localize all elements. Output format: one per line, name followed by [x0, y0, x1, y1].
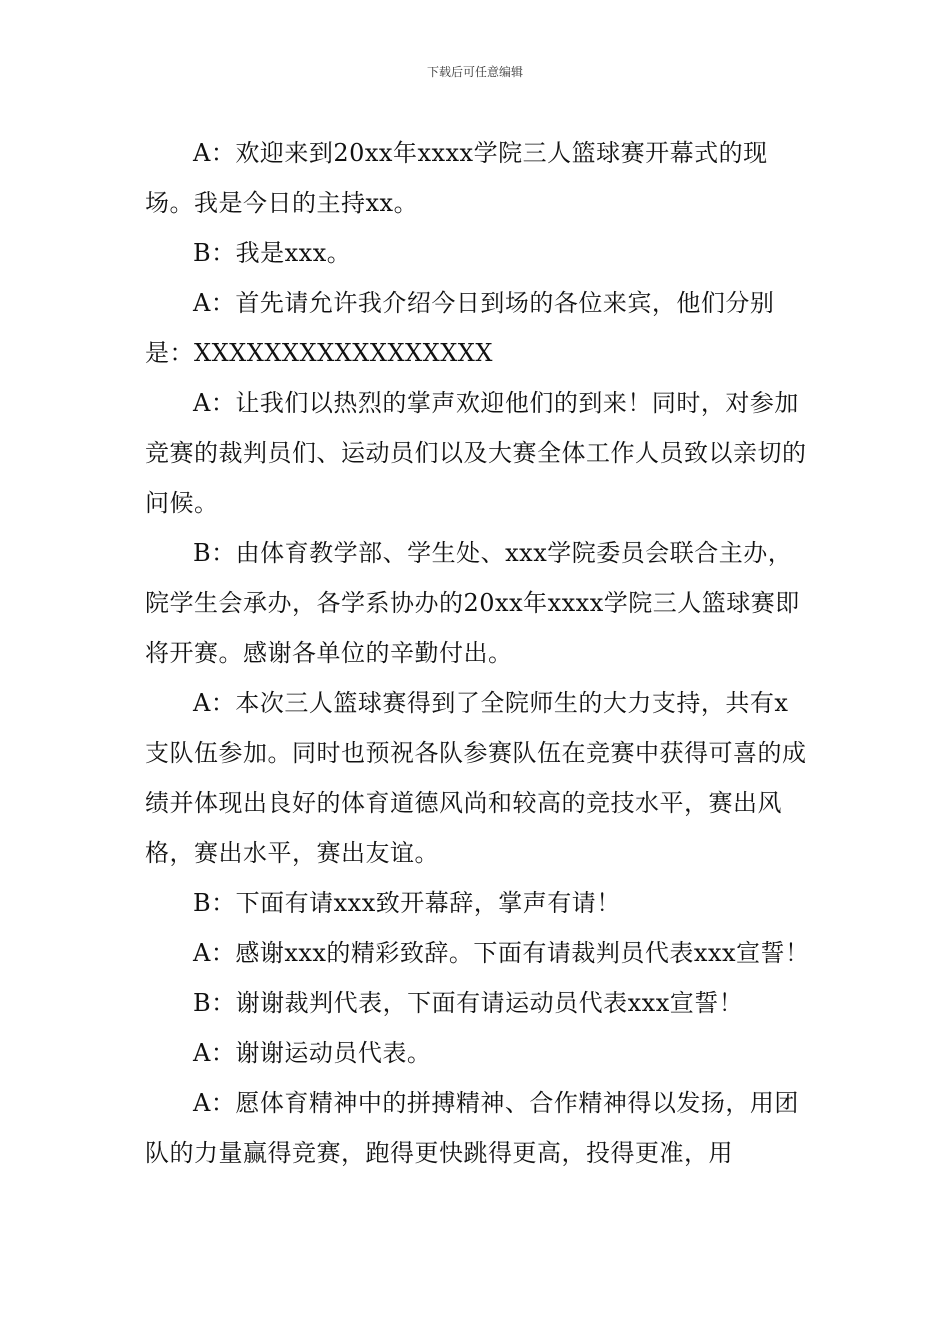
page-header-note: 下载后可任意编辑 — [426, 65, 523, 79]
document-body — [145, 128, 810, 1178]
paragraph-2: B：我是xxx。 — [193, 239, 352, 267]
paragraph-9: B：谢谢裁判代表，下面有请运动员代表xxx宣誓！ — [193, 989, 744, 1017]
paragraph-3: A：首先请允许我介绍今日到场的各位来宾，他们分别是：XXXXXXXXXXXXXXXXX — [145, 289, 775, 367]
paragraph-8: A：感谢xxx的精彩致辞。下面有请裁判员代表xxx宣誓！ — [193, 939, 810, 967]
paragraph-11: A：愿体育精神中的拼搏精神、合作精神得以发扬，用团队的力量赢得竞赛，跑得更快跳得更高，投得更准，用 — [145, 1089, 799, 1167]
paragraph-5: B：由体育教学部、学生处、xxx学院委员会联合主办，院学生会承办，各学系协办的20xx年xxxx学院三人篮球赛即将开赛。感谢各单位的辛勤付出。 — [145, 539, 800, 667]
paragraph-10: A：谢谢运动员代表。 — [193, 1039, 432, 1067]
paragraph-7: B：下面有请xxx致开幕辞，掌声有请！ — [193, 889, 621, 917]
paragraph-1: A：欢迎来到20xx年xxxx学院三人篮球赛开幕式的现场。我是今日的主持xx。 — [145, 139, 768, 217]
paragraph-4: A：让我们以热烈的掌声欢迎他们的到来！同时，对参加竞赛的裁判员们、运动员们以及大赛全体工作人员致以亲切的问候。 — [145, 389, 807, 517]
paragraph-6: A：本次三人篮球赛得到了全院师生的大力支持，共有x支队伍参加。同时也预祝各队参赛队伍在竞赛中获得可喜的成绩并体现出良好的体育道德风尚和较高的竞技水平，赛出风格，赛出水平，赛出友谊。 — [145, 689, 807, 867]
